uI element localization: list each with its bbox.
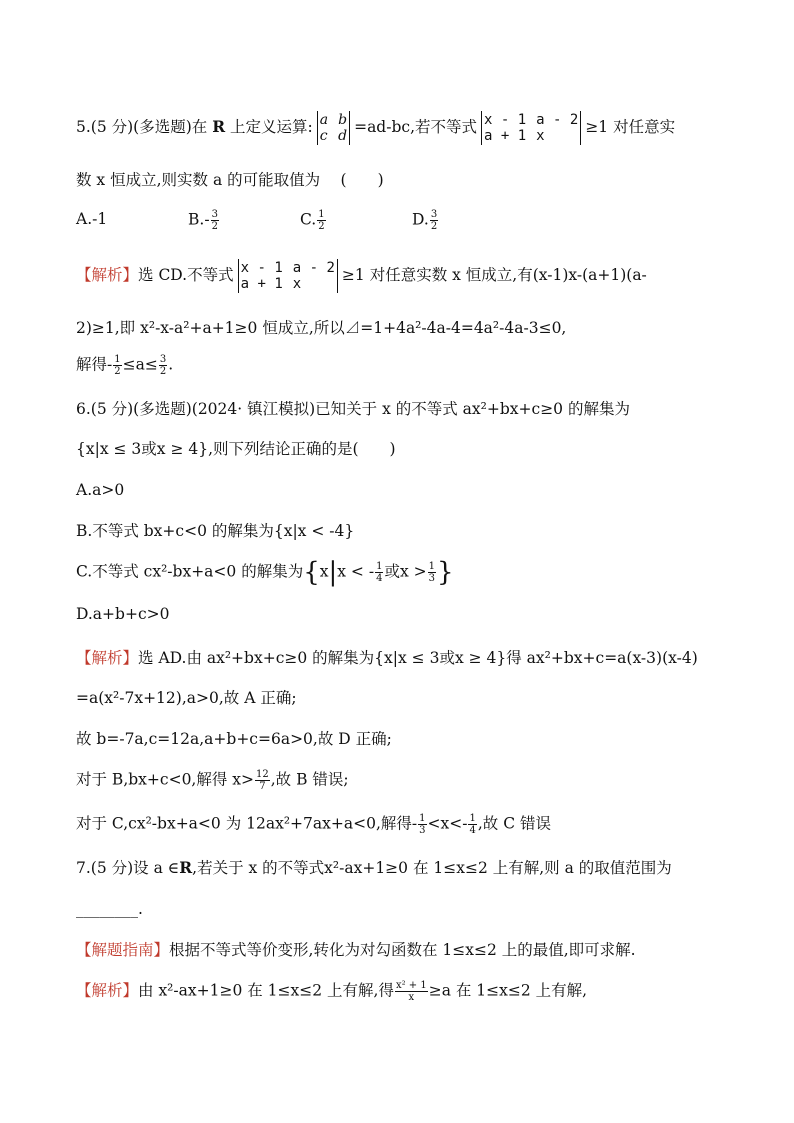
left-brace: { — [303, 557, 320, 588]
a6-line2: =a(x²-7x+12),a>0,故 A 正确; — [76, 689, 297, 707]
a6-line4-pre: 对于 B,bx+c<0,解得 x> — [76, 770, 255, 789]
q7-ans-pre: 由 x²-ax+1≥0 在 1≤x≤2 上有解,得 — [138, 981, 394, 1000]
q5-eq1: =ad-bc,若不等式 — [354, 118, 477, 136]
q6-line1: 6.(5 分)(多选题)(2024· 镇江模拟)已知关于 x 的不等式 ax²+bx+c≥0 的解集为 — [76, 400, 630, 418]
solution-set: {x|x ≤ 3或x ≥ 4} — [374, 649, 507, 667]
a6-line5-mid: <x<- — [427, 814, 468, 833]
det-cell: x - 1 — [484, 112, 527, 128]
q5-line1 — [76, 111, 754, 145]
fraction-num: x² + 1 — [395, 980, 427, 991]
det-cell: a - 2 — [292, 260, 335, 276]
set-cond: x < - — [337, 562, 375, 581]
a5-line3-end: . — [168, 355, 174, 374]
a6-line3: 故 b=-7a,c=12a,a+b+c=6a>0,故 D 正确; — [76, 730, 392, 748]
a6-line5-pre: 对于 C,cx²-bx+a<0 为 12ax²+7ax+a<0,解得- — [76, 814, 418, 833]
fraction-den: 4 — [469, 825, 476, 836]
set-cond: 或x > — [384, 562, 427, 581]
det-cell: x - 1 — [240, 260, 283, 276]
fraction-den: x — [408, 992, 415, 1003]
q6-option-c — [76, 557, 754, 588]
fraction — [468, 813, 476, 836]
determinant-inequality — [236, 259, 340, 293]
fraction-num: 1 — [469, 813, 476, 824]
fraction-den: 3 — [419, 825, 426, 836]
analysis-tag: 【解析】 — [76, 266, 139, 284]
fraction-den: 2 — [211, 221, 218, 232]
q5-mid: 上定义运算: — [225, 118, 313, 136]
q6-option-b — [76, 521, 754, 541]
fraction-num: 12 — [256, 769, 269, 780]
a6-line4-post: ,故 B 错误; — [270, 770, 349, 789]
a6-line4 — [76, 769, 754, 792]
q7-analysis — [76, 980, 754, 1003]
fraction-den: 3 — [428, 573, 435, 584]
q7-line1-pre: 7.(5 分)设 a ∈ — [76, 859, 180, 877]
q5-line2: 数 x 恒成立,则实数 a 的可能取值为 ( ) — [76, 171, 384, 189]
fraction-num: 3 — [430, 209, 438, 220]
guide-tag: 【解题指南】 — [76, 941, 170, 959]
det-cell: a + 1 — [240, 276, 283, 292]
option-prefix: C. — [300, 210, 317, 229]
q6-line2 — [76, 439, 754, 459]
fraction — [317, 209, 325, 232]
answer-blank: ________. — [76, 900, 143, 918]
fraction-den: 2 — [114, 366, 121, 377]
det-cell: x — [536, 128, 545, 144]
a5-line3 — [76, 354, 754, 377]
a6-line1-pre: 选 AD.由 ax²+bx+c≥0 的解集为 — [138, 649, 375, 667]
option-prefix: B.- — [188, 210, 210, 229]
det-cell: d — [338, 128, 348, 144]
det-cell: a — [319, 112, 329, 128]
q5-head: 5.(5 分)(多选题)在 — [76, 118, 213, 136]
guide-text: 根据不等式等价变形,转化为对勾函数在 1≤x≤2 上的最值,即可求解. — [169, 941, 636, 959]
fraction-num: 3 — [159, 354, 167, 365]
det-cell: x — [292, 276, 302, 292]
fraction — [255, 769, 270, 792]
a5-line3-mid: ≤a≤ — [122, 355, 158, 374]
fraction — [113, 354, 121, 377]
fraction — [211, 209, 219, 232]
q7-ans-post: ≥a 在 1≤x≤2 上有解, — [428, 981, 588, 1000]
option-prefix: B.不等式 bx+c<0 的解集为 — [76, 522, 274, 540]
det-cell: a + 1 — [484, 128, 527, 144]
fraction-num: 1 — [428, 561, 435, 572]
a6-line1 — [76, 648, 754, 668]
fraction-den: 2 — [430, 221, 438, 232]
a5-post: ≥1 对任意实数 x 恒成立,有(x-1)x-(a+1)(a- — [341, 266, 647, 284]
q5-option-c — [300, 209, 327, 232]
solution-set: {x|x < -4} — [273, 522, 355, 540]
fraction-den: 7 — [259, 781, 266, 792]
fraction — [159, 354, 167, 377]
fraction-num: 3 — [211, 209, 218, 220]
det-cell: c — [319, 128, 328, 144]
analysis-tag: 【解析】 — [76, 649, 139, 667]
fraction — [395, 980, 428, 1003]
a5-line3-pre: 解得- — [76, 355, 113, 374]
fraction — [418, 813, 426, 836]
fraction — [428, 561, 436, 584]
fraction-den: 2 — [159, 366, 167, 377]
q6-line2-tail: ,则下列结论正确的是( ) — [208, 440, 396, 458]
q7-guide — [76, 940, 754, 960]
real-set-symbol: R — [212, 117, 226, 136]
q7-line1 — [76, 858, 754, 878]
a5-line1 — [76, 259, 754, 293]
option-prefix: D. — [412, 210, 429, 229]
option-prefix: C.不等式 cx²-bx+a<0 的解集为 — [76, 562, 304, 581]
a6-line5-post: ,故 C 错误 — [477, 814, 551, 833]
fraction-num: 1 — [114, 354, 121, 365]
q7-line1-post: ,若关于 x 的不等式x²-ax+1≥0 在 1≤x≤2 上有解,则 a 的取值范围为 — [192, 859, 672, 877]
a6-line1-post: 得 ax²+bx+c=a(x-3)(x-4) — [506, 649, 698, 667]
fraction-den: 4 — [376, 573, 383, 584]
q5-option-d — [412, 209, 439, 232]
a5-line2: 2)≥1,即 x²-x-a²+a+1≥0 恒成立,所以⊿=1+4a²-4a-4=4a²-4a-3≤0, — [76, 319, 567, 337]
right-brace: } — [437, 557, 454, 588]
fraction-den: 2 — [318, 221, 325, 232]
q5-option-a: A.-1 — [76, 210, 108, 228]
fraction-num: 1 — [318, 209, 325, 220]
solution-set: {x|x ≤ 3或x ≥ 4} — [76, 440, 209, 458]
a5-pre: 选 CD.不等式 — [138, 266, 234, 284]
set-var: x — [319, 562, 329, 581]
fraction-num: 1 — [419, 813, 426, 824]
analysis-tag: 【解析】 — [76, 981, 139, 1000]
a6-line5 — [76, 813, 754, 836]
q6-option-d: D.a+b+c>0 — [76, 605, 170, 623]
q5-tail: ≥1 对任意实 — [585, 118, 676, 136]
q5-option-b — [188, 209, 220, 232]
determinant-abcd — [315, 111, 352, 145]
fraction — [375, 561, 383, 584]
fraction-num: 1 — [376, 561, 383, 572]
fraction — [430, 209, 438, 232]
set-bar: | — [328, 557, 338, 588]
real-set-symbol: R — [179, 858, 193, 877]
det-cell: a - 2 — [536, 112, 579, 128]
q6-option-a: A.a>0 — [76, 481, 125, 499]
determinant-inequality — [479, 111, 583, 145]
det-cell: b — [338, 112, 348, 128]
